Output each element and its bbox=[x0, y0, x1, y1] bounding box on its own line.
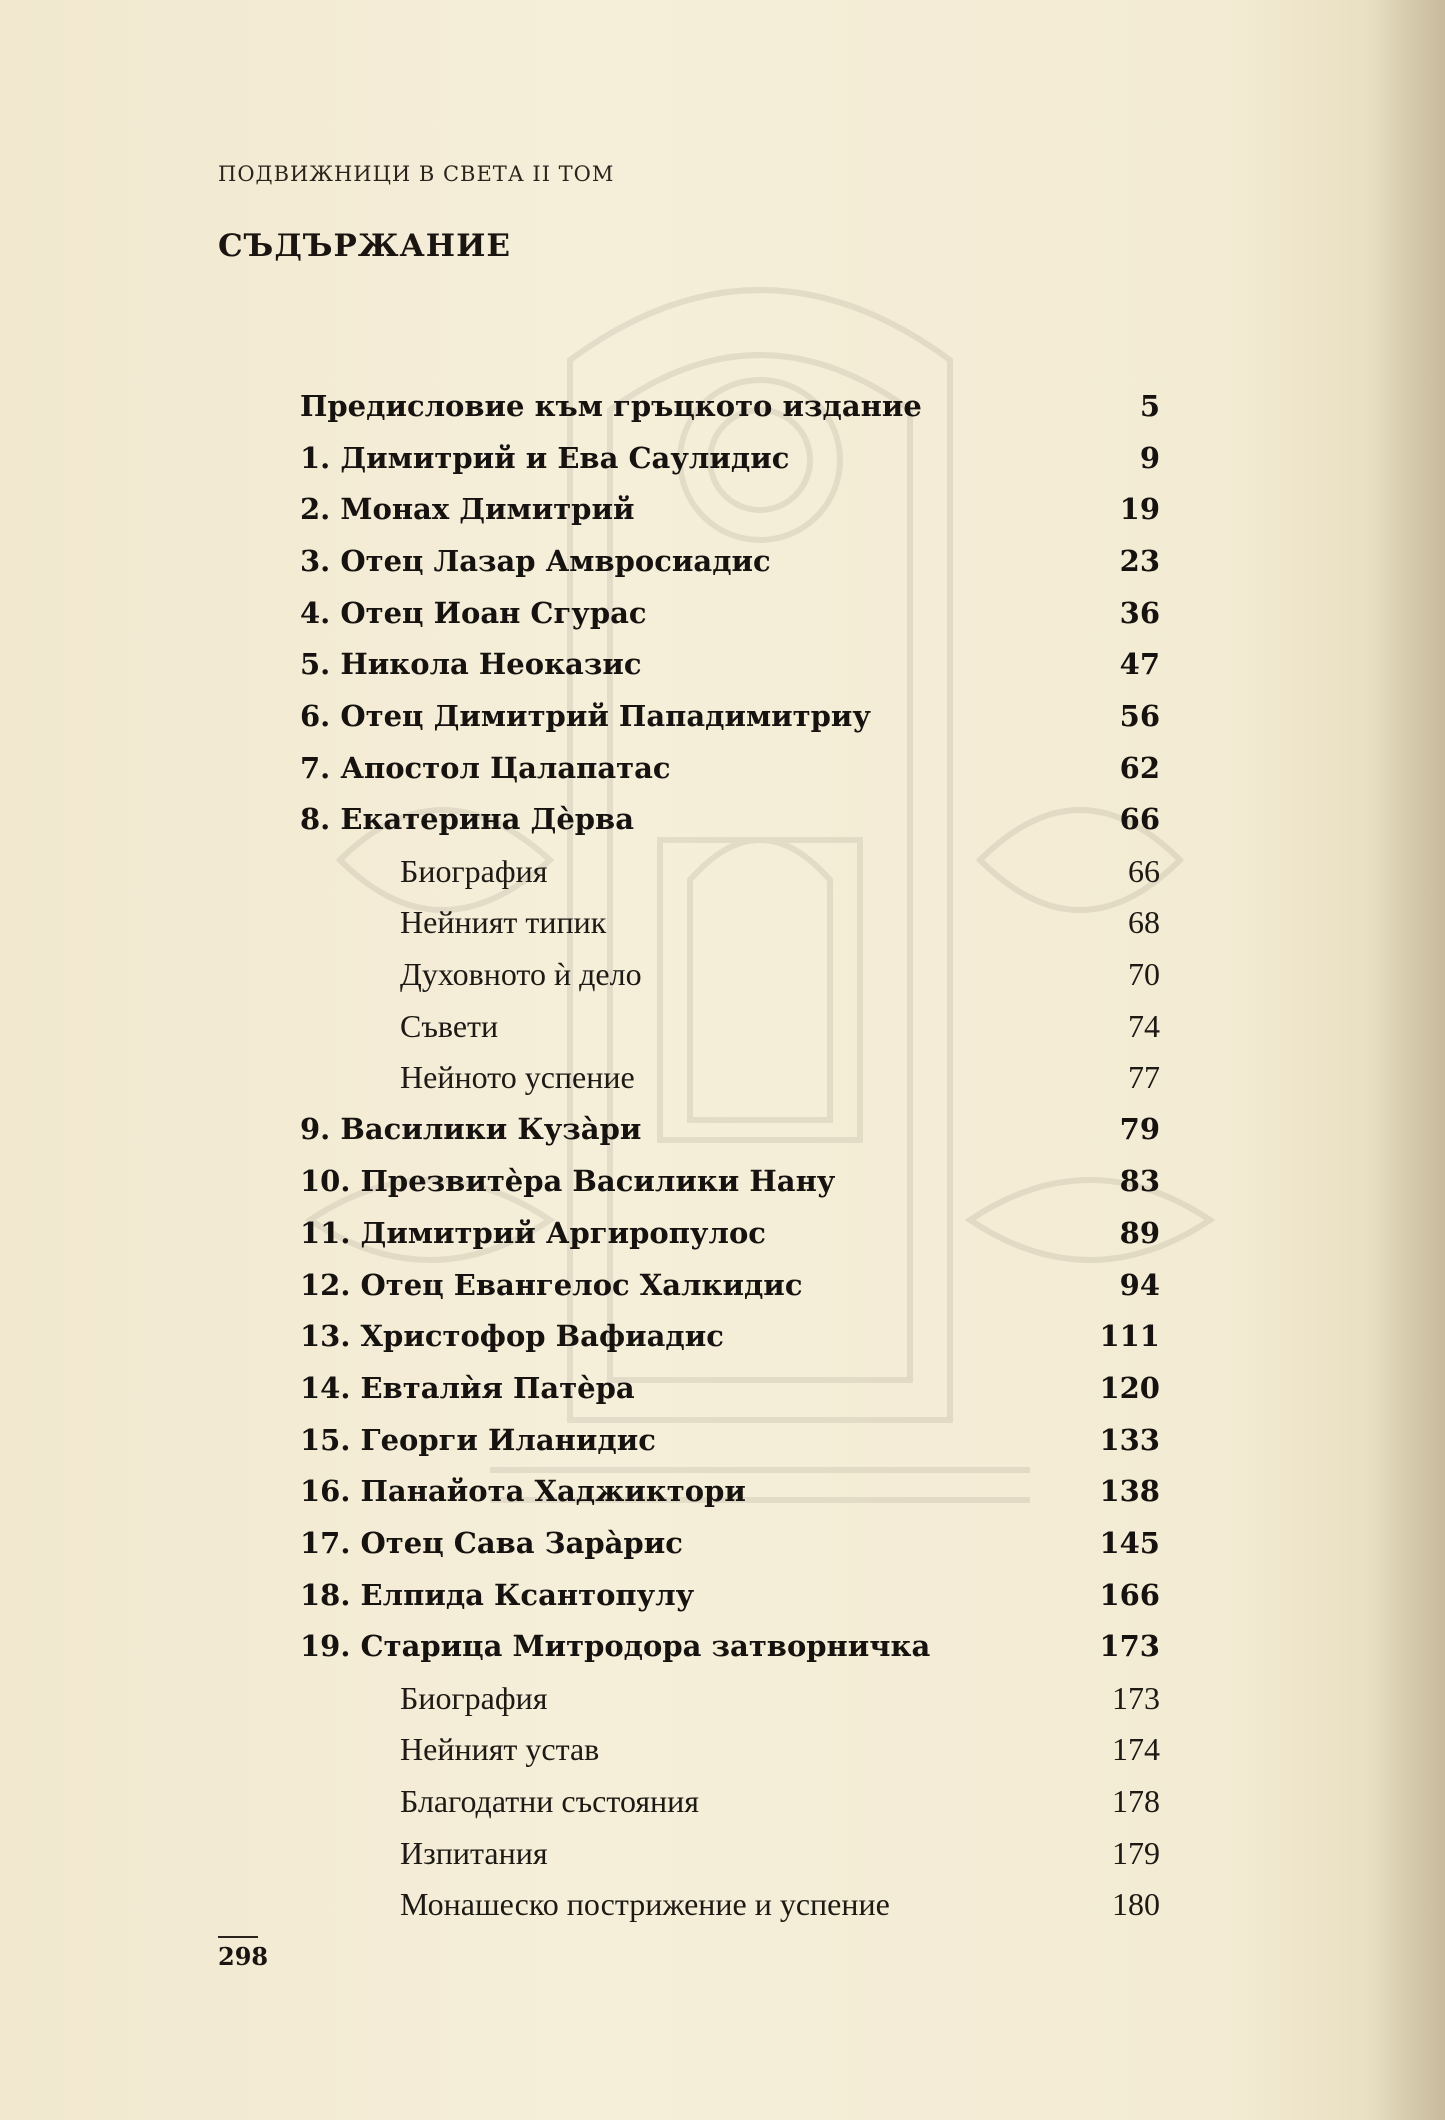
toc-entry-title: 7. Апостол Цалапатас bbox=[300, 750, 671, 785]
toc-entry-page: 66 bbox=[1128, 852, 1160, 889]
toc-entry-title: Биография bbox=[400, 1679, 548, 1716]
toc-entry bbox=[300, 1621, 1160, 1673]
toc-entry-title: 10. Презвитѐра Василики Нану bbox=[300, 1164, 836, 1199]
toc-entry-title: 14. Евталѝя Патѐра bbox=[300, 1370, 635, 1405]
toc-entry-title: 6. Отец Димитрий Пападимитриу bbox=[300, 698, 871, 733]
toc-entry-page: 145 bbox=[1099, 1525, 1160, 1560]
toc-subentry bbox=[300, 845, 1160, 897]
toc-entry bbox=[300, 432, 1160, 484]
toc-entry-page: 70 bbox=[1128, 955, 1160, 992]
toc-entry-page: 47 bbox=[1119, 647, 1160, 682]
toc-entry-page: 74 bbox=[1128, 1007, 1160, 1044]
toc-entry-page: 9 bbox=[1139, 440, 1160, 475]
toc-entry-page: 173 bbox=[1112, 1679, 1160, 1716]
toc-entry-page: 56 bbox=[1119, 698, 1160, 733]
toc-entry-page: 120 bbox=[1099, 1370, 1160, 1405]
toc-entry-page: 66 bbox=[1119, 802, 1160, 837]
toc-entry-title: 15. Георги Иланидис bbox=[300, 1422, 656, 1457]
toc-entry-page: 89 bbox=[1119, 1215, 1160, 1250]
toc-entry bbox=[300, 1155, 1160, 1207]
toc-entry-title: Нейният типик bbox=[400, 904, 607, 941]
toc-entry bbox=[300, 535, 1160, 587]
toc-entry-title: 2. Монах Димитрий bbox=[300, 492, 635, 527]
toc-entry bbox=[300, 483, 1160, 535]
toc-entry bbox=[300, 1310, 1160, 1362]
toc-entry-page: 94 bbox=[1119, 1267, 1160, 1302]
toc-entry-title: 1. Димитрий и Ева Саулидис bbox=[300, 440, 790, 475]
toc-entry-page: 180 bbox=[1112, 1886, 1160, 1923]
toc-entry-title: Съвети bbox=[400, 1007, 499, 1044]
running-head: ПОДВИЖНИЦИ В СВЕТА II ТОМ bbox=[218, 162, 615, 186]
toc-entry-title: 12. Отец Евангелос Халкидис bbox=[300, 1267, 803, 1302]
page-number-rule bbox=[218, 1936, 258, 1938]
toc-subentry bbox=[300, 1724, 1160, 1776]
toc-entry-page: 111 bbox=[1099, 1319, 1160, 1354]
page-number: 298 bbox=[218, 1942, 269, 1971]
toc-entry-page: 68 bbox=[1128, 904, 1160, 941]
toc-entry-title: Благодатни състояния bbox=[400, 1782, 700, 1819]
toc-entry bbox=[300, 380, 1160, 432]
toc-entry bbox=[300, 1414, 1160, 1466]
toc-entry bbox=[300, 1517, 1160, 1569]
toc-entry-page: 62 bbox=[1119, 750, 1160, 785]
toc-entry-page: 77 bbox=[1128, 1059, 1160, 1096]
toc-entry bbox=[300, 794, 1160, 846]
table-of-contents bbox=[300, 380, 1160, 1931]
toc-entry-page: 19 bbox=[1119, 492, 1160, 527]
toc-entry-page: 79 bbox=[1119, 1112, 1160, 1147]
toc-entry-title: 5. Никола Неоказис bbox=[300, 647, 642, 682]
toc-entry-page: 5 bbox=[1139, 388, 1160, 423]
toc-entry-title: 3. Отец Лазар Амвросиадис bbox=[300, 543, 771, 578]
toc-subentry bbox=[300, 1052, 1160, 1104]
toc-entry-title: 17. Отец Сава Зарàрис bbox=[300, 1525, 683, 1560]
toc-entry bbox=[300, 1465, 1160, 1517]
toc-entry-title: Биография bbox=[400, 852, 548, 889]
toc-entry-page: 138 bbox=[1099, 1474, 1160, 1509]
toc-entry bbox=[300, 742, 1160, 794]
toc-entry bbox=[300, 1259, 1160, 1311]
toc-entry bbox=[300, 638, 1160, 690]
toc-subentry bbox=[300, 897, 1160, 949]
toc-entry-title: Нейното успение bbox=[400, 1059, 635, 1096]
toc-entry bbox=[300, 1104, 1160, 1156]
toc-entry-title: 4. Отец Иоан Сгурас bbox=[300, 595, 647, 630]
toc-entry-title: 8. Екатерина Дѐрва bbox=[300, 802, 634, 837]
toc-entry-title: 13. Христофор Вафиадис bbox=[300, 1319, 724, 1354]
toc-entry-page: 174 bbox=[1112, 1731, 1160, 1768]
toc-entry-title: 18. Елпида Ксантопулу bbox=[300, 1577, 695, 1612]
toc-subentry bbox=[300, 949, 1160, 1001]
toc-entry-title: Нейният устав bbox=[400, 1731, 600, 1768]
toc-entry bbox=[300, 1569, 1160, 1621]
toc-entry-page: 133 bbox=[1099, 1422, 1160, 1457]
toc-entry-page: 173 bbox=[1099, 1629, 1160, 1664]
toc-subentry bbox=[300, 1879, 1160, 1931]
toc-entry-title: 11. Димитрий Аргиропулос bbox=[300, 1215, 766, 1250]
toc-entry-title: Предисловие към гръцкото издание bbox=[300, 388, 922, 423]
toc-entry-title: 9. Василики Кузàри bbox=[300, 1112, 642, 1147]
toc-entry-page: 36 bbox=[1119, 595, 1160, 630]
toc-entry-title: Монашеско пострижение и успение bbox=[400, 1886, 890, 1923]
toc-entry bbox=[300, 690, 1160, 742]
toc-subentry bbox=[300, 1776, 1160, 1828]
toc-entry-title: 19. Старица Митродора затворничка bbox=[300, 1629, 931, 1664]
toc-subentry bbox=[300, 1827, 1160, 1879]
toc-entry-title: Изпитания bbox=[400, 1834, 548, 1871]
toc-entry-page: 23 bbox=[1119, 543, 1160, 578]
toc-entry-title: Духовното ѝ дело bbox=[400, 955, 642, 992]
toc-subentry bbox=[300, 1000, 1160, 1052]
toc-subentry bbox=[300, 1672, 1160, 1724]
toc-entry bbox=[300, 1207, 1160, 1259]
toc-entry bbox=[300, 1362, 1160, 1414]
page-title: СЪДЪРЖАНИЕ bbox=[218, 228, 511, 264]
toc-entry-page: 178 bbox=[1112, 1782, 1160, 1819]
toc-entry-title: 16. Панайота Хаджиктори bbox=[300, 1474, 746, 1509]
toc-entry-page: 83 bbox=[1119, 1164, 1160, 1199]
page-gutter-shadow bbox=[1365, 0, 1445, 2120]
toc-entry-page: 166 bbox=[1099, 1577, 1160, 1612]
toc-entry-page: 179 bbox=[1112, 1834, 1160, 1871]
toc-entry bbox=[300, 587, 1160, 639]
